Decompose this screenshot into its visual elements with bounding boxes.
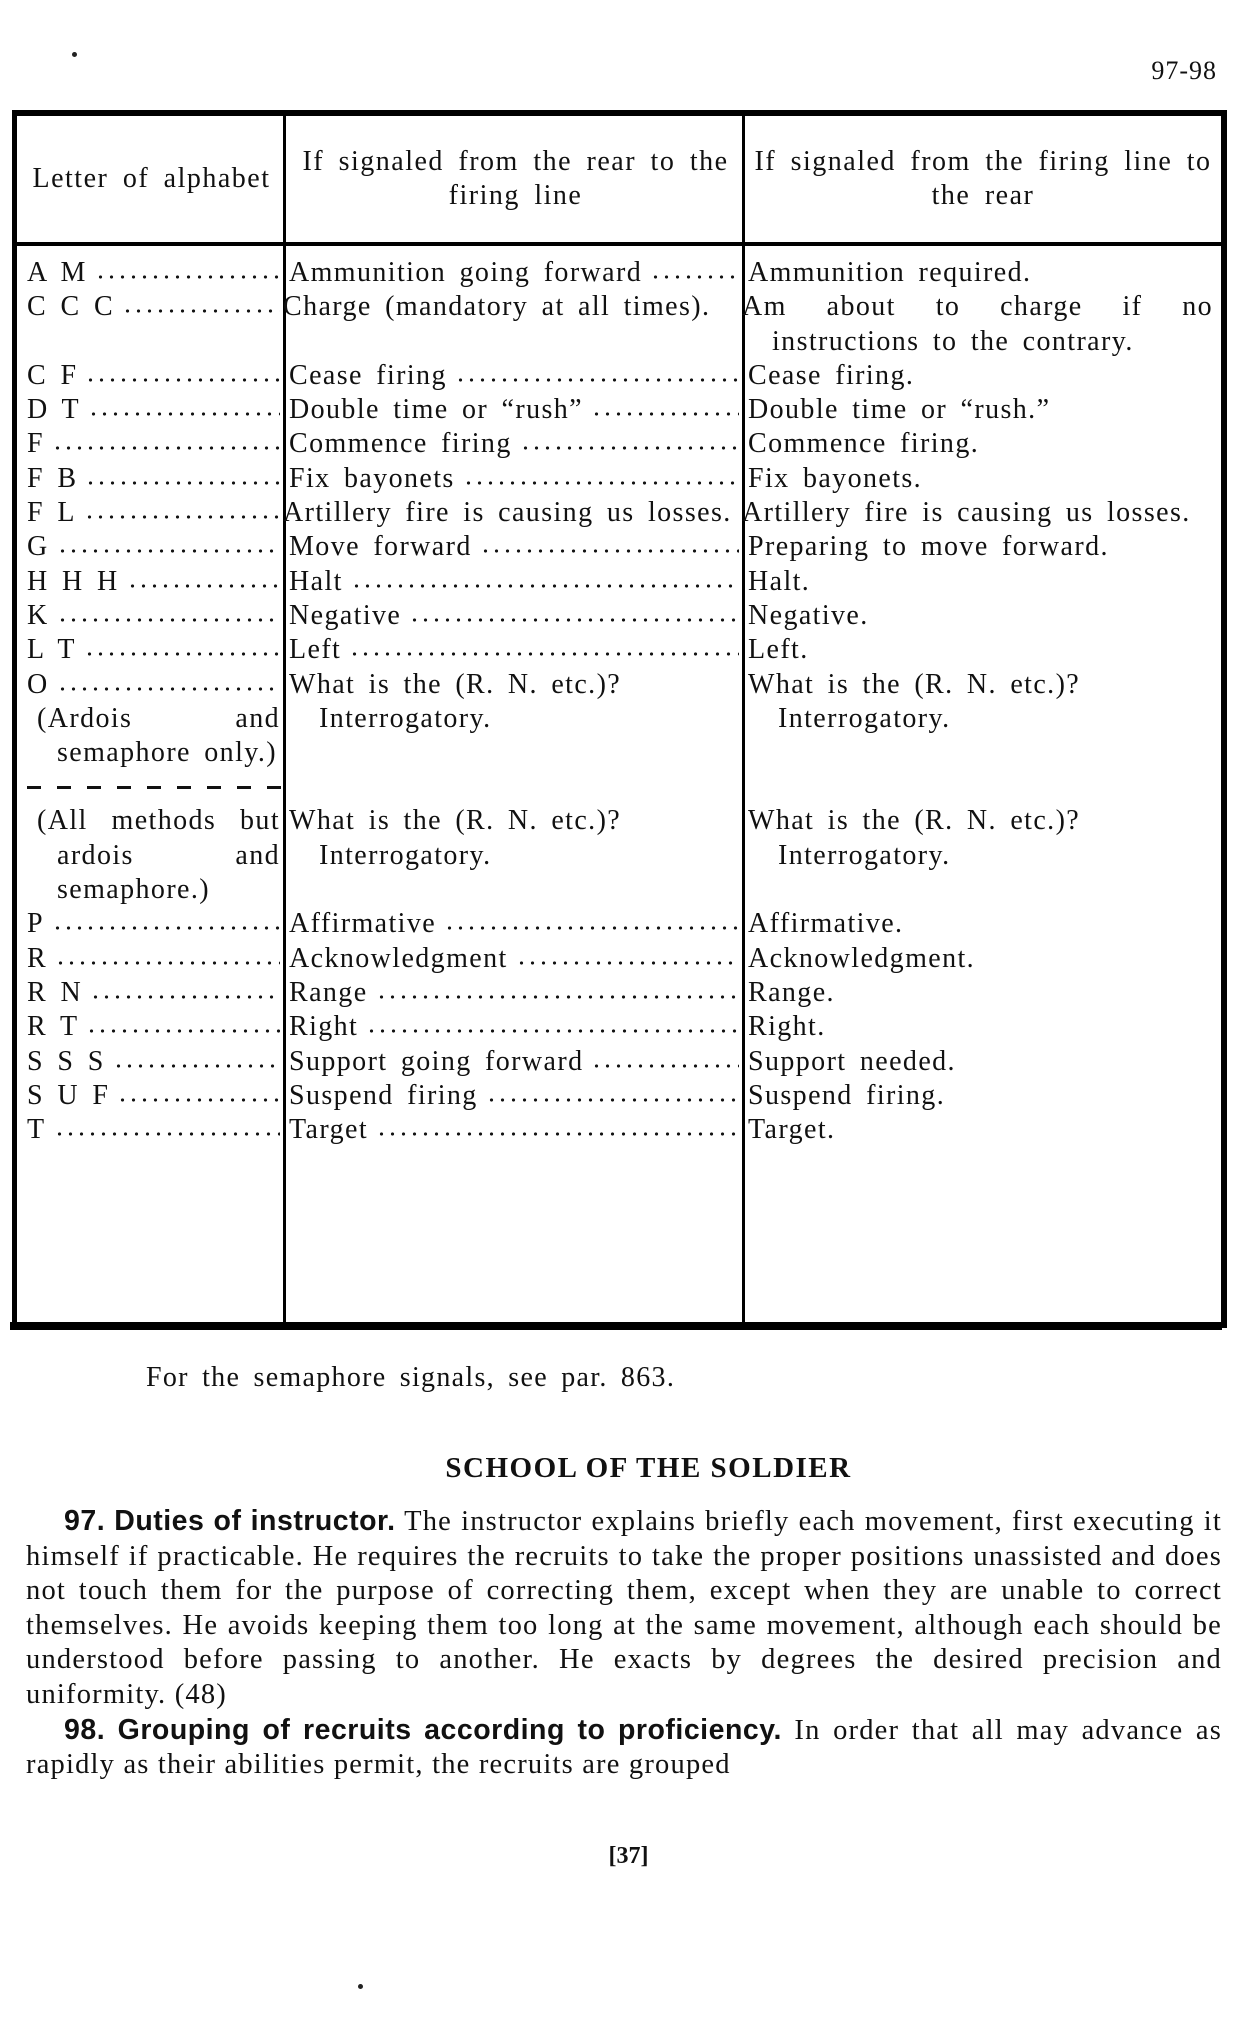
dot-leader	[444, 922, 739, 932]
footnote: For the semaphore signals, see par. 863.	[146, 1362, 676, 1393]
cell: Right.	[748, 1011, 826, 1043]
cell: Double time or “rush.”	[748, 394, 1051, 426]
dot-leader	[122, 305, 280, 315]
paragraph-title: Duties of instructor.	[114, 1505, 396, 1537]
dot-leader	[55, 957, 280, 967]
paragraph-number: 98.	[64, 1713, 106, 1746]
header-letter: Letter of alphabet	[32, 163, 271, 194]
dot-leader	[650, 271, 739, 281]
dot-leader	[591, 1060, 739, 1070]
table-row	[17, 393, 1221, 427]
cell: Suspend firing	[289, 1079, 478, 1111]
dot-leader	[455, 374, 739, 384]
print-speck	[72, 52, 77, 57]
cell: G	[27, 531, 49, 563]
table-row	[17, 496, 1221, 530]
dot-leader	[520, 442, 739, 452]
table-row	[17, 1079, 1221, 1113]
table-row	[17, 359, 1221, 393]
dot-leader	[85, 477, 280, 487]
dot-leader	[86, 1025, 280, 1035]
cell: Target.	[748, 1114, 836, 1146]
dot-leader	[409, 614, 739, 624]
cell: Artillery fire is causing us losses.	[742, 497, 1191, 529]
table-row	[17, 668, 1221, 771]
dot-leader	[84, 648, 280, 658]
dot-leader	[57, 545, 280, 555]
table-row	[17, 599, 1221, 633]
table-row	[17, 804, 1221, 907]
table-row	[17, 256, 1221, 290]
table-row	[17, 290, 1221, 359]
cell: T	[27, 1114, 46, 1146]
dot-leader	[591, 408, 739, 418]
cell-sub: Interrogatory.	[319, 702, 492, 734]
cell: Double time or “rush”	[289, 394, 583, 426]
dot-leader	[366, 1025, 739, 1035]
paragraph-text: In order that all may advance as rapidly as their abilities permit, the recruits are grouped	[26, 1714, 1222, 1781]
dot-leader	[113, 1060, 280, 1070]
cell: Am about to charge if no instructions to the contrary.	[742, 291, 1213, 357]
cell: Fix bayonets.	[748, 462, 923, 494]
dot-leader	[117, 1094, 280, 1104]
dashed-separator	[27, 770, 282, 804]
cell: D T	[27, 394, 81, 426]
cell-note: (All methods but ardois and semaphore.)	[37, 805, 280, 906]
body-text	[26, 1504, 1222, 1783]
table-row	[17, 1113, 1221, 1147]
cell: Range.	[748, 976, 835, 1008]
cell-sub: Interrogatory.	[319, 839, 492, 871]
table-row	[17, 462, 1221, 496]
dot-leader	[127, 580, 280, 590]
paragraph-number: 97.	[64, 1505, 106, 1537]
paragraph-range-header: 97-98	[1151, 56, 1217, 85]
cell: R	[27, 942, 48, 974]
cell: Preparing to move forward.	[748, 531, 1109, 563]
cell-note: (Ardois and semaphore only.)	[37, 702, 280, 769]
cell-sub: Interrogatory.	[778, 702, 951, 734]
table-row	[17, 942, 1221, 976]
dot-leader	[486, 1094, 739, 1104]
dot-leader	[516, 957, 739, 967]
cell: Halt.	[748, 565, 811, 597]
cell: P	[27, 908, 44, 940]
cell: S S S	[27, 1045, 105, 1077]
cell: Charge (mandatory at all times).	[283, 291, 711, 323]
cell: Left.	[748, 634, 809, 666]
cell: What is the (R. N. etc.)?	[748, 805, 1081, 837]
dot-leader	[90, 991, 280, 1001]
cell: K	[27, 599, 49, 631]
cell: Commence firing.	[748, 428, 980, 460]
cell: Range	[289, 976, 368, 1008]
cell: What is the (R. N. etc.)?	[748, 668, 1081, 700]
dot-leader	[85, 374, 280, 384]
cell: What is the (R. N. etc.)?	[289, 805, 622, 837]
table-row	[17, 907, 1221, 941]
table-row	[17, 530, 1221, 564]
table-row	[17, 1010, 1221, 1044]
cell: Ammunition required.	[748, 257, 1032, 288]
header-rear: If signaled from the rear to the firing line	[302, 146, 729, 211]
table-row	[17, 427, 1221, 461]
cell: L T	[27, 634, 76, 666]
paragraph-97	[26, 1504, 1222, 1713]
cell: Support going forward	[289, 1045, 584, 1077]
cell: Affirmative	[289, 908, 437, 940]
paragraph-98	[26, 1713, 1222, 1783]
dot-leader	[54, 1128, 280, 1138]
page-number: [37]	[608, 1843, 649, 1869]
cell: C F	[27, 359, 78, 391]
cell: Affirmative.	[748, 908, 904, 940]
table-row	[17, 1045, 1221, 1079]
cell: Cease firing.	[748, 359, 915, 391]
dot-leader	[351, 580, 739, 590]
cell: R N	[27, 976, 83, 1008]
cell: Right	[289, 1011, 359, 1043]
cell: H H H	[27, 565, 119, 597]
cell: C C C	[27, 291, 115, 323]
cell: Commence firing	[289, 428, 512, 460]
dot-leader	[376, 1128, 739, 1138]
dot-leader	[463, 477, 739, 487]
section-heading: SCHOOL OF THE SOLDIER	[445, 1452, 852, 1484]
paragraph-title: Grouping of recruits according to proficiency.	[117, 1713, 782, 1746]
cell: Negative	[289, 599, 402, 631]
dot-leader	[349, 648, 739, 658]
cell: Move forward	[289, 531, 472, 563]
cell: A M	[27, 257, 87, 288]
print-speck	[358, 1984, 363, 1989]
table-row	[17, 565, 1221, 599]
cell: Suspend firing.	[748, 1079, 946, 1111]
dashed-separator-row	[17, 770, 1221, 804]
table-row	[17, 633, 1221, 667]
cell: Negative.	[748, 599, 869, 631]
cell: S U F	[27, 1079, 110, 1111]
dot-leader	[52, 922, 280, 932]
table-body	[17, 256, 1221, 1147]
table-bottom-rule	[10, 1322, 1222, 1330]
dot-leader	[52, 442, 280, 452]
table-header	[17, 116, 1221, 246]
cell: Target	[289, 1114, 369, 1146]
dot-leader	[88, 408, 280, 418]
cell: Left	[289, 634, 342, 666]
dot-leader	[57, 683, 280, 693]
cell: F B	[27, 462, 78, 494]
cell: Fix bayonets	[289, 462, 455, 494]
cell: F L	[27, 497, 76, 529]
table-row	[17, 976, 1221, 1010]
cell: Ammunition going forward	[289, 257, 643, 288]
cell: Acknowledgment	[289, 942, 508, 974]
cell: O	[27, 668, 49, 700]
header-front: If signaled from the firing line to the rear	[754, 146, 1212, 211]
cell: F	[27, 428, 44, 460]
dot-leader	[376, 991, 739, 1001]
cell: Cease firing	[289, 359, 447, 391]
dot-leader	[480, 545, 739, 555]
cell-sub: Interrogatory.	[778, 839, 951, 871]
dot-leader	[57, 614, 280, 624]
cell: Acknowledgment.	[748, 942, 976, 974]
signal-table	[12, 110, 1227, 1328]
dot-leader	[95, 271, 280, 281]
cell: Support needed.	[748, 1045, 956, 1077]
cell: What is the (R. N. etc.)?	[289, 668, 622, 700]
cell: Artillery fire is causing us losses.	[283, 497, 732, 529]
cell: Halt	[289, 565, 343, 597]
dot-leader	[84, 511, 280, 521]
cell: R T	[27, 1011, 79, 1043]
paragraph-text: The instructor explains briefly each movement, first executing it himself if practicable. He requires the recruits to take the proper positions unassisted and does not touch them for the purpose of correcting them, except when they are unable to correct themselves. He avoids keeping them too long at the same movement, although each should be understood before passing to another. He exacts by degrees the desired precision and uniformity. (48)	[26, 1506, 1222, 1710]
